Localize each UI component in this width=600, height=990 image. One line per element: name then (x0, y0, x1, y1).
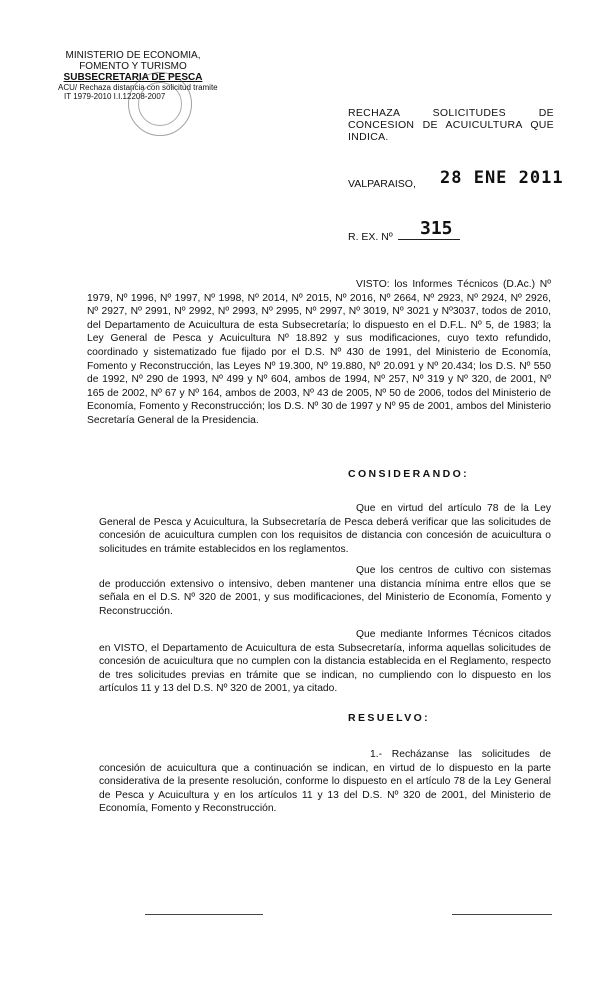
ministry-name-cont: FOMENTO Y TURISMO (79, 61, 187, 72)
considerando-heading: CONSIDERANDO: (348, 468, 470, 480)
considerando-paragraph-3: Que mediante Informes Técnicos citados en VISTO, el Departamento de Acuicultura de esta Subsecretaría, informa aquellas solicitudes de concesión de acuicultura que no cumplen con la distancia establecida en el Reglamento, respecto de tres solicitudes previas en trámite que se indican, no cumpliendo con lo dispuesto en los artículos 11 y 13 del D.S. Nº 320 de 2001, ya citado. (99, 629, 551, 695)
resolution-label: R. EX. Nº (348, 231, 393, 243)
date-stamp: 28 ENE 2011 (440, 168, 564, 188)
signature-line-left (145, 914, 263, 915)
resolution-number-line (398, 239, 460, 240)
signature-line-right (452, 914, 552, 915)
considerando-paragraph-2: Que los centros de cultivo con sistemas de producción extensivo o intensivo, deben mantener una distancia mínima entre ellos que se señala en el D.S. Nº 320 de 2001, y sus modificaciones, del Ministerio de Economía, Fomento y Reconstrucción. (99, 565, 551, 617)
place-label: VALPARAISO, (348, 178, 416, 190)
reference-line-1: ACU/ Rechaza distancia con solicitud tramite (58, 83, 218, 92)
official-seal-icon (128, 72, 192, 136)
resolution-number: 315 (420, 218, 453, 239)
resuelvo-paragraph-1: 1.- Recházanse las solicitudes de concesión de acuicultura que a continuación se indican, en virtud de lo dispuesto en la parte considerativa de la presente resolución, conforme lo dispuesto en el artículo 78 de la Ley General de Pesca y Acuicultura y en los artículos 11 y 13 del D.S. Nº 320 de 2001, del Ministerio de Economía, Fomento y Reconstrucción. (99, 749, 551, 815)
reference-line-2: IT 1979-2010 I.I.12208-2007 (64, 92, 166, 101)
document-title: RECHAZA SOLICITUDES DE CONCESION DE ACUICULTURA QUE INDICA. (348, 107, 554, 143)
ministry-name: MINISTERIO DE ECONOMIA, (65, 50, 201, 61)
visto-paragraph: VISTO: los Informes Técnicos (D.Ac.) Nº 1979, Nº 1996, Nº 1997, Nº 1998, Nº 2014, Nº 2015, Nº 2016, Nº 2664, Nº 2923, Nº 2924, Nº 2926, Nº 2927, Nº 2991, Nº 2992, Nº 2993, Nº 2995, Nº 2997, Nº 3019, Nº 3021 y Nº3037, todos de 2010, del Departamento de Acuicultura de esta Subsecretaría; lo dispuesto en el D.F.L. Nº 5, de 1983; la Ley General de Pesca y Acuicultura Nº 18.892 y sus modificaciones, cuyo texto refundido, coordinado y sistematizado fue fijado por el D.S. Nº 430 de 1991, del Ministerio de Economía, Fomento y Reconstrucción, las Leyes Nº 19.300, Nº 19.880, Nº 20.091 y Nº 20.434; los D.S. Nº 550 de 1992, Nº 290 de 1993, Nº 499 y Nº 604, ambos de 1994, Nº 257, Nº 319 y Nº 320, de 2001, Nº 165 de 2002, Nº 67 y Nº 164, ambos de 2003, Nº 43 de 2005, Nº 50 de 2006, todos del Ministerio de Economía, Fomento y Reconstrucción; los D.S. Nº 30 de 1997 y Nº 95 de 2001, ambos del Ministerio Secretaría General de la Presidencia. (87, 279, 551, 426)
considerando-paragraph-1: Que en virtud del artículo 78 de la Ley General de Pesca y Acuicultura, la Subsecretaría de Pesca deberá verificar que las solicitudes de concesión de acuicultura cumplen con los requisitos de distancia con concesión de acuicultura o solicitudes en trámite establecidos en los reglamentos. (99, 503, 551, 555)
resuelvo-heading: RESUELVO: (348, 712, 431, 724)
subsecretaria-name: SUBSECRETARIA DE PESCA (63, 72, 203, 83)
